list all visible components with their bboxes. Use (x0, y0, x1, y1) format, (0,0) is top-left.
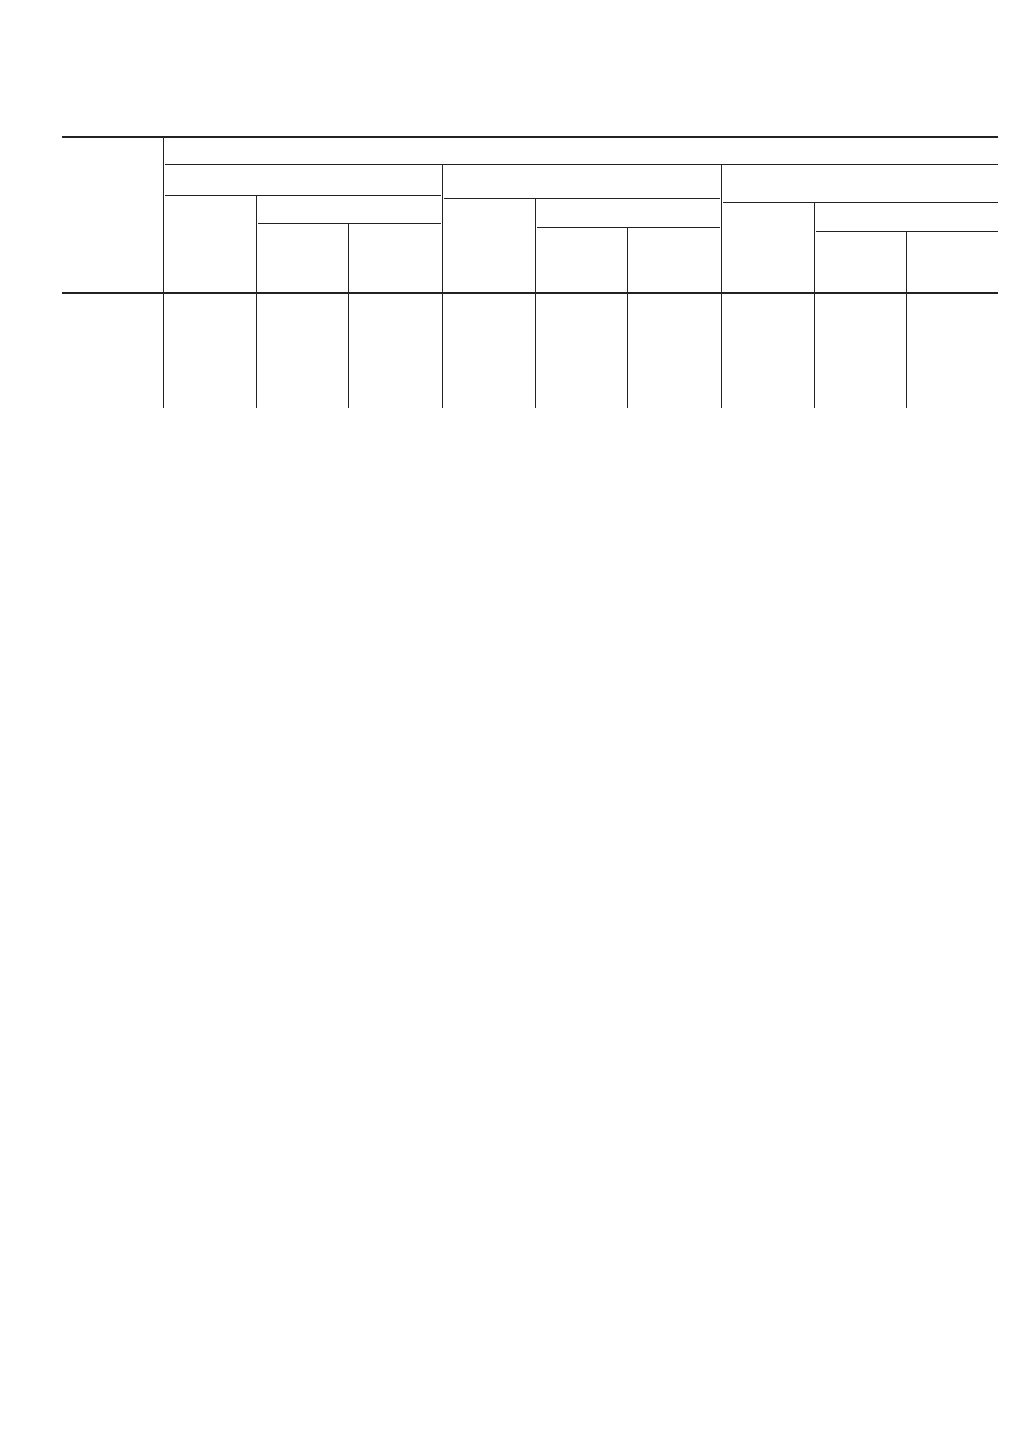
group-rule (165, 164, 998, 165)
kaelber-davon-rule (537, 227, 720, 228)
header-bottom-rule (62, 292, 998, 294)
kaelber-schweine-divider (721, 164, 722, 408)
rinder-rule (165, 195, 441, 196)
col-divider-r2 (348, 223, 349, 408)
col-divider-k2 (627, 227, 628, 408)
rinder-kaelber-divider (442, 164, 443, 408)
col-divider-s1 (814, 202, 815, 408)
col-divider-s2 (906, 231, 907, 408)
kaelber-rule (444, 198, 720, 199)
col-divider-k1 (535, 198, 536, 408)
rinder-davon-rule (258, 223, 441, 224)
top-rule (62, 136, 998, 138)
col-divider-r1 (256, 195, 257, 408)
year-divider (163, 136, 164, 408)
schweine-rule (723, 202, 998, 203)
schweine-davon-rule (816, 231, 998, 232)
